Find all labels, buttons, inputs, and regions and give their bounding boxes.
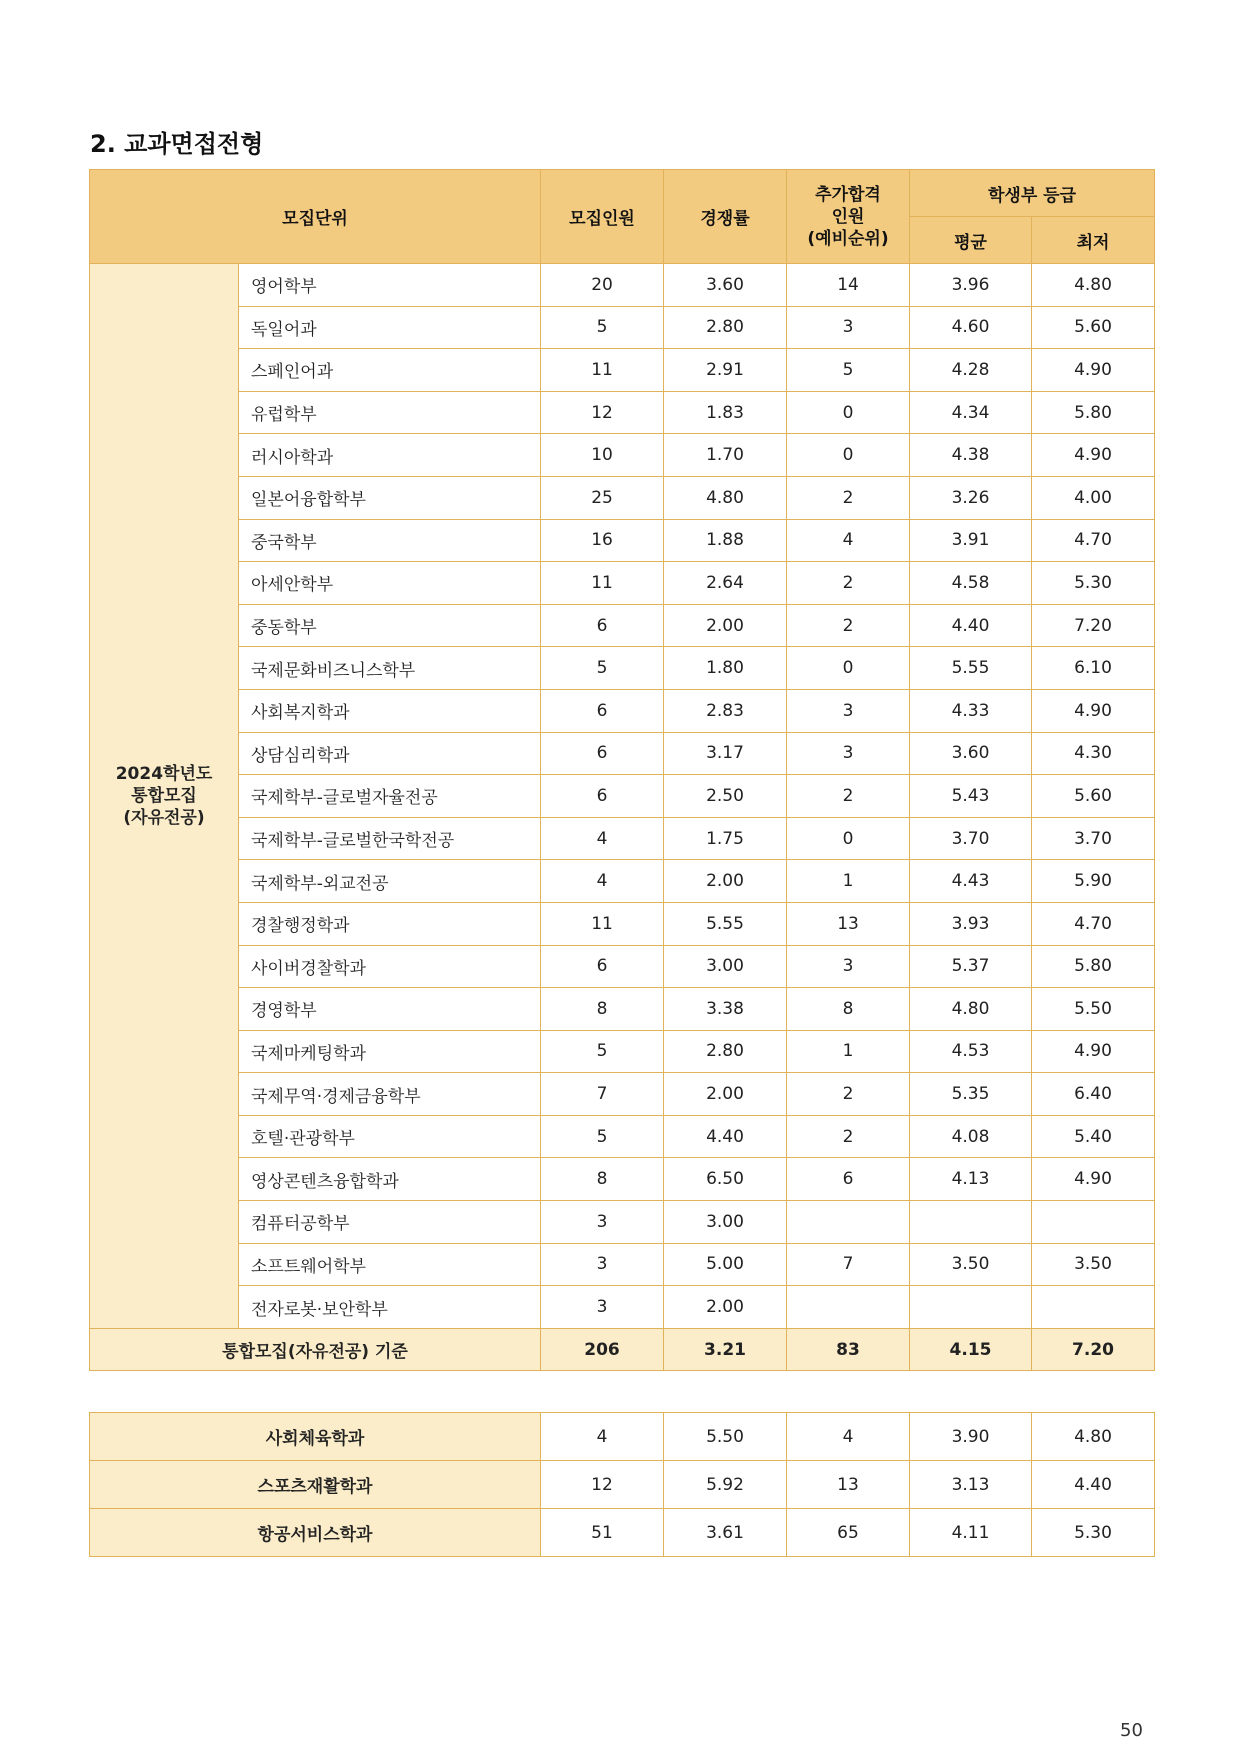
- additional-cell: 2: [787, 1073, 910, 1116]
- table-row: [90, 945, 1155, 988]
- min-cell: 4.80: [1032, 1413, 1155, 1461]
- extra-unit-name: 스포츠재활학과: [90, 1461, 541, 1509]
- table-row: [90, 349, 1155, 392]
- avg-cell: 4.28: [910, 349, 1032, 392]
- header-additional-line2: 인원: [831, 206, 865, 227]
- min-cell: 5.60: [1032, 775, 1155, 818]
- unit-name: 아세안학부: [239, 562, 541, 605]
- table-row: [90, 689, 1155, 732]
- unit-name: 경영학부: [239, 988, 541, 1031]
- quota-cell: 20: [541, 264, 664, 307]
- additional-cell: 13: [787, 902, 910, 945]
- table-row: [90, 476, 1155, 519]
- min-cell: 5.50: [1032, 988, 1155, 1031]
- ratio-cell: 2.64: [664, 562, 787, 605]
- quota-cell: 25: [541, 476, 664, 519]
- avg-cell: 5.35: [910, 1073, 1032, 1116]
- min-cell: 3.70: [1032, 817, 1155, 860]
- quota-cell: 6: [541, 775, 664, 818]
- quota-cell: 11: [541, 562, 664, 605]
- avg-cell: 3.93: [910, 902, 1032, 945]
- table-row: [90, 519, 1155, 562]
- avg-cell: 4.60: [910, 306, 1032, 349]
- unit-name: 컴퓨터공학부: [239, 1201, 541, 1244]
- ratio-cell: 2.91: [664, 349, 787, 392]
- ratio-cell: 3.61: [664, 1509, 787, 1557]
- min-cell: [1032, 1286, 1155, 1329]
- ratio-cell: 1.83: [664, 391, 787, 434]
- admission-results-table: [89, 169, 1155, 1371]
- ratio-cell: 2.80: [664, 306, 787, 349]
- extra-departments-table: [89, 1412, 1155, 1557]
- additional-cell: 3: [787, 945, 910, 988]
- avg-cell: 4.58: [910, 562, 1032, 605]
- unit-name: 국제마케팅학과: [239, 1030, 541, 1073]
- quota-cell: 3: [541, 1201, 664, 1244]
- additional-cell: 14: [787, 264, 910, 307]
- min-cell: 5.40: [1032, 1115, 1155, 1158]
- additional-cell: 0: [787, 817, 910, 860]
- quota-cell: 10: [541, 434, 664, 477]
- ratio-cell: 5.50: [664, 1413, 787, 1461]
- header-grade: 학생부 등급: [910, 170, 1155, 217]
- table-row: [90, 1158, 1155, 1201]
- additional-cell: 2: [787, 604, 910, 647]
- additional-cell: 0: [787, 647, 910, 690]
- avg-cell: 3.26: [910, 476, 1032, 519]
- ratio-cell: 3.21: [664, 1328, 787, 1371]
- total-row: [90, 1328, 1155, 1371]
- extra-row: [90, 1413, 1155, 1461]
- table-row: [90, 817, 1155, 860]
- ratio-cell: 1.70: [664, 434, 787, 477]
- table-body: [90, 264, 1155, 1371]
- table-row: [90, 988, 1155, 1031]
- quota-cell: 16: [541, 519, 664, 562]
- table-row: [90, 306, 1155, 349]
- unit-name: 중동학부: [239, 604, 541, 647]
- min-cell: [1032, 1201, 1155, 1244]
- quota-cell: 5: [541, 1115, 664, 1158]
- avg-cell: 3.91: [910, 519, 1032, 562]
- additional-cell: 3: [787, 732, 910, 775]
- ratio-cell: 4.80: [664, 476, 787, 519]
- unit-name: 소프트웨어학부: [239, 1243, 541, 1286]
- ratio-cell: 3.38: [664, 988, 787, 1031]
- quota-cell: 12: [541, 391, 664, 434]
- unit-name: 국제학부-글로벌자율전공: [239, 775, 541, 818]
- table-row: [90, 264, 1155, 307]
- table-row: [90, 1115, 1155, 1158]
- group-line2: 통합모집: [131, 785, 197, 806]
- min-cell: 4.00: [1032, 476, 1155, 519]
- avg-cell: 3.90: [910, 1413, 1032, 1461]
- ratio-cell: 2.00: [664, 1286, 787, 1329]
- additional-cell: 13: [787, 1461, 910, 1509]
- ratio-cell: 1.75: [664, 817, 787, 860]
- table-row: [90, 775, 1155, 818]
- min-cell: 4.90: [1032, 349, 1155, 392]
- group-line1: 2024학년도: [115, 763, 213, 784]
- min-cell: 6.40: [1032, 1073, 1155, 1116]
- ratio-cell: 2.00: [664, 860, 787, 903]
- unit-name: 국제학부-글로벌한국학전공: [239, 817, 541, 860]
- quota-cell: 6: [541, 945, 664, 988]
- additional-cell: 6: [787, 1158, 910, 1201]
- ratio-cell: 5.00: [664, 1243, 787, 1286]
- quota-cell: 6: [541, 732, 664, 775]
- unit-name: 상담심리학과: [239, 732, 541, 775]
- min-cell: 5.80: [1032, 391, 1155, 434]
- avg-cell: [910, 1201, 1032, 1244]
- quota-cell: 8: [541, 1158, 664, 1201]
- min-cell: 7.20: [1032, 604, 1155, 647]
- ratio-cell: 2.00: [664, 604, 787, 647]
- unit-name: 호텔·관광학부: [239, 1115, 541, 1158]
- quota-cell: 6: [541, 604, 664, 647]
- additional-cell: 3: [787, 689, 910, 732]
- additional-cell: 83: [787, 1328, 910, 1371]
- unit-name: 국제문화비즈니스학부: [239, 647, 541, 690]
- quota-cell: 7: [541, 1073, 664, 1116]
- extra-row: [90, 1509, 1155, 1557]
- ratio-cell: 6.50: [664, 1158, 787, 1201]
- table-row: [90, 1286, 1155, 1329]
- avg-cell: 5.55: [910, 647, 1032, 690]
- quota-cell: 51: [541, 1509, 664, 1557]
- min-cell: 4.90: [1032, 1158, 1155, 1201]
- quota-cell: 6: [541, 689, 664, 732]
- table-row: [90, 604, 1155, 647]
- extra-unit-name: 항공서비스학과: [90, 1509, 541, 1557]
- min-cell: 4.90: [1032, 689, 1155, 732]
- min-cell: 5.30: [1032, 562, 1155, 605]
- unit-name: 국제학부-외교전공: [239, 860, 541, 903]
- avg-cell: 4.11: [910, 1509, 1032, 1557]
- table-row: [90, 732, 1155, 775]
- quota-cell: 11: [541, 902, 664, 945]
- unit-name: 중국학부: [239, 519, 541, 562]
- quota-cell: 12: [541, 1461, 664, 1509]
- additional-cell: 2: [787, 775, 910, 818]
- additional-cell: 1: [787, 860, 910, 903]
- avg-cell: 4.15: [910, 1328, 1032, 1371]
- avg-cell: 4.40: [910, 604, 1032, 647]
- min-cell: 3.50: [1032, 1243, 1155, 1286]
- quota-cell: 11: [541, 349, 664, 392]
- ratio-cell: 2.00: [664, 1073, 787, 1116]
- quota-cell: 4: [541, 817, 664, 860]
- avg-cell: 3.13: [910, 1461, 1032, 1509]
- table-row: [90, 434, 1155, 477]
- min-cell: 7.20: [1032, 1328, 1155, 1371]
- avg-cell: 4.34: [910, 391, 1032, 434]
- unit-name: 전자로봇·보안학부: [239, 1286, 541, 1329]
- ratio-cell: 3.00: [664, 945, 787, 988]
- min-cell: 4.30: [1032, 732, 1155, 775]
- unit-name: 영상콘텐츠융합학과: [239, 1158, 541, 1201]
- additional-cell: 2: [787, 562, 910, 605]
- header-additional-line1: 추가합격: [815, 184, 881, 205]
- avg-cell: 4.38: [910, 434, 1032, 477]
- unit-name: 국제무역·경제금융학부: [239, 1073, 541, 1116]
- avg-cell: 4.13: [910, 1158, 1032, 1201]
- avg-cell: 4.43: [910, 860, 1032, 903]
- quota-cell: 5: [541, 1030, 664, 1073]
- table-row: [90, 860, 1155, 903]
- page-number: 50: [1120, 1720, 1143, 1741]
- table-row: [90, 562, 1155, 605]
- additional-cell: 2: [787, 476, 910, 519]
- additional-cell: 65: [787, 1509, 910, 1557]
- quota-cell: 5: [541, 647, 664, 690]
- table-row: [90, 647, 1155, 690]
- additional-cell: 0: [787, 434, 910, 477]
- avg-cell: 4.53: [910, 1030, 1032, 1073]
- min-cell: 4.40: [1032, 1461, 1155, 1509]
- avg-cell: 5.37: [910, 945, 1032, 988]
- ratio-cell: 3.00: [664, 1201, 787, 1244]
- ratio-cell: 2.50: [664, 775, 787, 818]
- ratio-cell: 3.60: [664, 264, 787, 307]
- min-cell: 6.10: [1032, 647, 1155, 690]
- ratio-cell: 2.83: [664, 689, 787, 732]
- additional-cell: 4: [787, 1413, 910, 1461]
- header-ratio: 경쟁률: [664, 170, 787, 264]
- quota-cell: 4: [541, 860, 664, 903]
- extra-table-body: [90, 1413, 1155, 1557]
- header-avg: 평균: [910, 217, 1032, 264]
- table-row: [90, 1073, 1155, 1116]
- min-cell: 5.90: [1032, 860, 1155, 903]
- min-cell: 4.80: [1032, 264, 1155, 307]
- avg-cell: 5.43: [910, 775, 1032, 818]
- extra-row: [90, 1461, 1155, 1509]
- ratio-cell: 5.92: [664, 1461, 787, 1509]
- table-row: [90, 391, 1155, 434]
- group-line3: (자유전공): [123, 807, 205, 828]
- total-label: 통합모집(자유전공) 기준: [90, 1328, 541, 1371]
- unit-name: 러시아학과: [239, 434, 541, 477]
- additional-cell: 1: [787, 1030, 910, 1073]
- header-additional: [787, 170, 910, 264]
- table-row: [90, 1243, 1155, 1286]
- quota-cell: 3: [541, 1286, 664, 1329]
- avg-cell: 3.70: [910, 817, 1032, 860]
- avg-cell: 4.80: [910, 988, 1032, 1031]
- ratio-cell: 1.88: [664, 519, 787, 562]
- min-cell: 5.80: [1032, 945, 1155, 988]
- header-additional-line3: (예비순위): [807, 228, 889, 249]
- additional-cell: [787, 1286, 910, 1329]
- additional-cell: [787, 1201, 910, 1244]
- additional-cell: 2: [787, 1115, 910, 1158]
- min-cell: 5.30: [1032, 1509, 1155, 1557]
- unit-name: 영어학부: [239, 264, 541, 307]
- unit-name: 독일어과: [239, 306, 541, 349]
- section-title: 2. 교과면접전형: [90, 130, 264, 158]
- min-cell: 4.70: [1032, 902, 1155, 945]
- additional-cell: 8: [787, 988, 910, 1031]
- quota-cell: 8: [541, 988, 664, 1031]
- quota-cell: 5: [541, 306, 664, 349]
- min-cell: 4.70: [1032, 519, 1155, 562]
- table-row: [90, 902, 1155, 945]
- unit-name: 유럽학부: [239, 391, 541, 434]
- unit-name: 경찰행정학과: [239, 902, 541, 945]
- quota-cell: 3: [541, 1243, 664, 1286]
- quota-cell: 206: [541, 1328, 664, 1371]
- additional-cell: 7: [787, 1243, 910, 1286]
- ratio-cell: 2.80: [664, 1030, 787, 1073]
- avg-cell: 4.33: [910, 689, 1032, 732]
- ratio-cell: 4.40: [664, 1115, 787, 1158]
- additional-cell: 4: [787, 519, 910, 562]
- avg-cell: 3.50: [910, 1243, 1032, 1286]
- extra-unit-name: 사회체육학과: [90, 1413, 541, 1461]
- header-quota: 모집인원: [541, 170, 664, 264]
- quota-cell: 4: [541, 1413, 664, 1461]
- avg-cell: [910, 1286, 1032, 1329]
- unit-name: 스페인어과: [239, 349, 541, 392]
- unit-name: 사회복지학과: [239, 689, 541, 732]
- avg-cell: 3.60: [910, 732, 1032, 775]
- table-row: [90, 1201, 1155, 1244]
- avg-cell: 4.08: [910, 1115, 1032, 1158]
- unit-name: 일본어융합학부: [239, 476, 541, 519]
- min-cell: 5.60: [1032, 306, 1155, 349]
- min-cell: 4.90: [1032, 434, 1155, 477]
- header-unit: 모집단위: [90, 170, 541, 264]
- additional-cell: 3: [787, 306, 910, 349]
- ratio-cell: 3.17: [664, 732, 787, 775]
- header-min: 최저: [1032, 217, 1155, 264]
- ratio-cell: 1.80: [664, 647, 787, 690]
- avg-cell: 3.96: [910, 264, 1032, 307]
- group-cell: [90, 264, 239, 1329]
- additional-cell: 0: [787, 391, 910, 434]
- min-cell: 4.90: [1032, 1030, 1155, 1073]
- ratio-cell: 5.55: [664, 902, 787, 945]
- table-row: [90, 1030, 1155, 1073]
- additional-cell: 5: [787, 349, 910, 392]
- unit-name: 사이버경찰학과: [239, 945, 541, 988]
